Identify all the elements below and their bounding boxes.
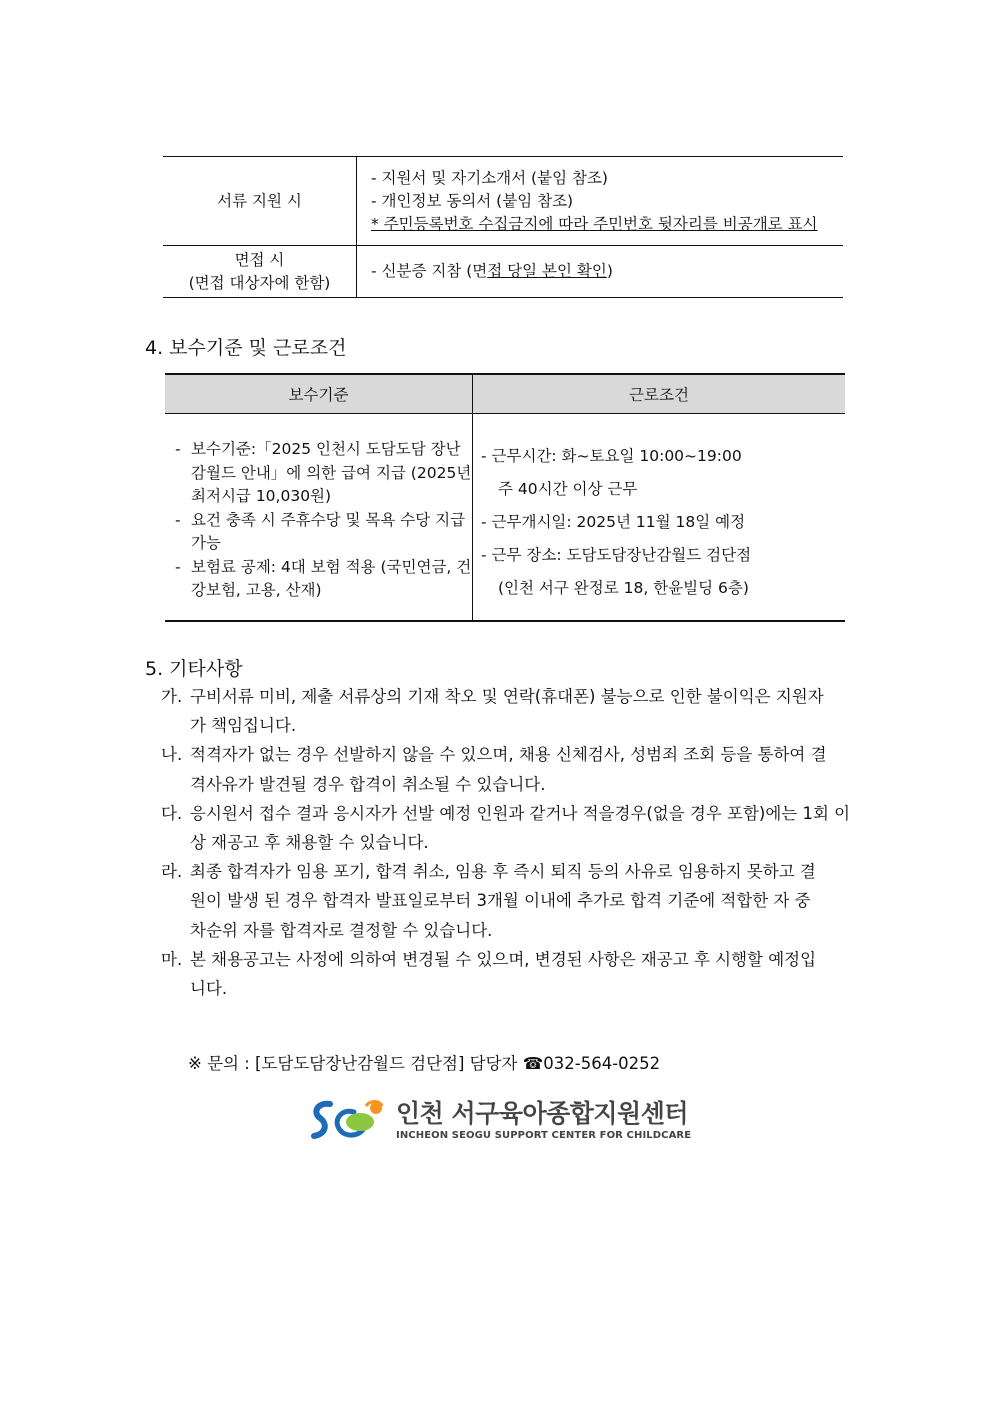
pay-conditions-table [165,373,845,622]
section-4-title: 4. 보수기준 및 근로조건 [145,337,347,359]
phone-icon: ☎ [522,1054,544,1073]
logo-name: 인천 서구육아종합지원센터 [396,1099,689,1128]
interview-item-underlined: 접 당일 본인 확인 [487,262,607,280]
row-content [357,157,844,246]
list-item: - 근무시간: 화~토요일 10:00~19:00 [481,447,742,465]
doc-item: - 지원서 및 자기소개서 (붙임 참조) [371,168,608,187]
work-cell [473,414,846,622]
doc-note: * 주민등록번호 수집금지에 따라 주민번호 뒷자리를 비공개로 표시 [371,214,818,233]
list-item: 주 40시간 이상 근무 [498,480,638,498]
interview-item-suffix: ) [606,262,613,280]
inquiry-line [188,1050,660,1074]
section-5-title: 5. 기타사항 [145,658,243,680]
list-item: 다. 응시원서 접수 결과 응시자가 선발 예정 인원과 같거나 적을경우(없을 경우 포함)에는 1회 이상 재공고 후 채용할 수 있습니다. [161,803,851,853]
logo-mark-icon [310,1098,388,1144]
list-item: - 보수기준:「2025 인천시 도담도담 장난감월드 안내」에 의한 급여 지급 (2025년 최저시급 10,030원) [175,440,472,505]
header-work: 근로조건 [473,374,846,414]
list-item: 나. 적격자가 없는 경우 선발하지 않을 수 있으며, 채용 신체검사, 성범죄 조회 등을 통하여 결격사유가 발견될 경우 합격이 취소될 수 있습니다. [161,745,827,794]
documents-row [163,157,843,246]
interview-item [371,262,613,280]
pay-table-header [165,374,845,414]
doc-item: - 개인정보 동의서 (붙임 참조) [371,191,574,210]
list-item: 마. 본 채용공고는 사정에 의하여 변경될 수 있으며, 변경된 사항은 재공고 후 시행할 예정입니다. [161,949,817,999]
list-item: 라. 최종 합격자가 임용 포기, 합격 취소, 임용 후 즉시 퇴직 등의 사유로 임용하지 못하고 결원이 발생 된 경우 합격자 발표일로부터 3개월 이내에 추가로 합격 기준에 적합한 자 중 차순위 자를 합격자로 결정할 수 있습니다. [161,862,816,940]
list-item: - 근무개시일: 2025년 11월 18일 예정 [481,513,746,531]
list-item: - 보험료 공제: 4대 보험 적용 (국민연금, 건강보험, 고용, 산재) [175,557,472,599]
interview-item-prefix: - 신분증 지참 (면 [371,262,488,280]
row-label [163,246,357,298]
inquiry-text: ※ 문의 : [도담도담장난감월드 검단점] 담당자 [188,1054,523,1073]
pay-table-body [165,414,845,622]
row-label [163,157,357,246]
pay-cell [165,414,473,622]
logo-english: INCHEON SEOGU SUPPORT CENTER FOR CHILDCARE [396,1130,692,1141]
row-content [357,246,844,298]
list-item: 가. 구비서류 미비, 제출 서류상의 기재 착오 및 연락(휴대폰) 불능으로 인한 불이익은 지원자가 책임집니다. [161,687,824,736]
phone-number: 032-564-0252 [543,1054,661,1073]
list-item: - 요건 충족 시 주휴수당 및 목욕 수당 지급 가능 [175,510,466,552]
row-label-text: 서류 지원 시 [217,191,302,210]
other-notes-list [161,682,861,1003]
row-label-text: 면접 시 [234,250,285,269]
interview-row [163,246,843,298]
documents-table [163,156,843,298]
header-pay: 보수기준 [165,374,473,414]
list-item: - 근무 장소: 도담도담장난감월드 검단점 [481,546,752,564]
list-item: (인천 서구 완정로 18, 한윤빌딩 6층) [498,579,749,597]
row-label-subtext: (면접 대상자에 한함) [188,273,331,292]
center-logo [310,1098,691,1144]
